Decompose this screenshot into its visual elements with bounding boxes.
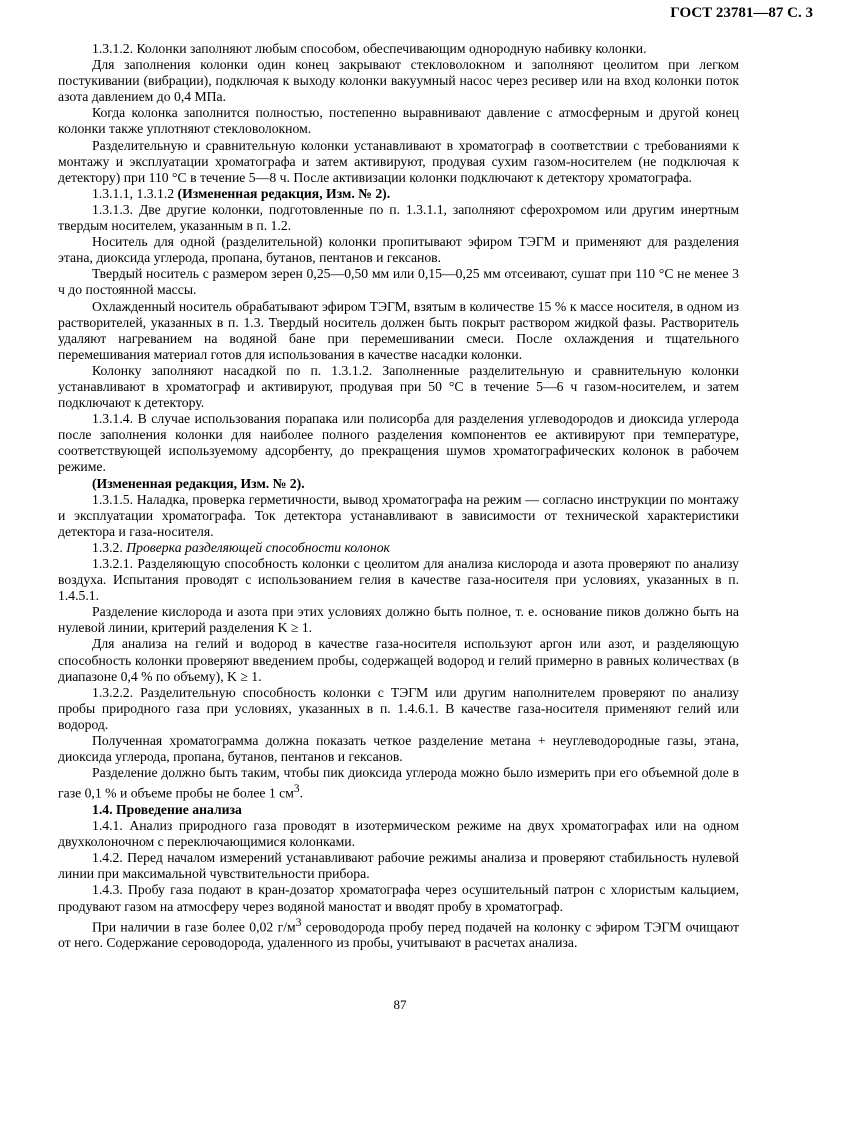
- paragraph: Когда колонка заполнится полностью, постепенно выравнивают давление с атмосферным и другой конец колонки также уплотняют стекловолокном.: [58, 105, 739, 137]
- paragraph: Разделение кислорода и азота при этих условиях должно быть полное, т. е. основание пиков должно быть на нулевой линии, критерий разделения K ≥ 1.: [58, 604, 739, 636]
- paragraph: Для заполнения колонки один конец закрывают стекловолокном и заполняют цеолитом при легком постукивании (вибрации), подключая к выходу колонки вакуумный насос через ресивер или на вход колонки поток азота давлением до 0,4 МПа.: [58, 57, 739, 105]
- paragraph: Колонку заполняют насадкой по п. 1.3.1.2. Заполненные разделительную и сравнительную колонки устанавливают в хроматограф и активируют, продувая при 50 °С в течение 5—6 ч газом-носителем, и затем подключают к детектору.: [58, 362, 739, 411]
- paragraph: Носитель для одной (разделительной) колонки пропитывают эфиром ТЭГМ и применяют для разделения этана, диоксида углерода, пропана, бутанов, пентанов и гексанов.: [58, 234, 739, 266]
- paragraph: 1.3.2.1. Разделяющую способность колонки с цеолитом для анализа кислорода и азота проверяют по анализу воздуха. Испытания проводят с использованием гелия в качестве газа-носителя при условиях, указанных в п. 1.4.5.1.: [58, 556, 739, 604]
- paragraph: Разделение должно быть таким, чтобы пик диоксида углерода можно было измерить при его объемной доле в газе 0,1 % и объеме пробы не более 1 $см^3$.: [58, 765, 739, 801]
- paragraph: Разделительную и сравнительную колонки устанавливают в хроматограф в соответствии с требованиями к монтажу и эксплуатации хроматографа и затем активируют, продувая сухим газом-носителем (не подключая к детектору) при 110 °С в течение 5—8 ч. После активизации колонки подключают к детектору хроматографа.: [58, 137, 739, 185]
- paragraph: 1.4.1. Анализ природного газа проводят в изотермическом режиме на двух хроматографах или на одном двухколоночном с переключающимися колонками.: [58, 818, 739, 850]
- page-number: 87: [393, 997, 407, 1012]
- paragraph: Твердый носитель с размером зерен 0,25—0,50 мм или 0,15—0,25 мм отсеивают, сушат при 110 °С не менее 3 ч до постоянной массы.: [58, 266, 739, 298]
- paragraph: 1.3.1.2. Колонки заполняют любым способом, обеспечивающим однородную набивку колонки.: [92, 41, 647, 56]
- paragraph: Для анализа на гелий и водород в качестве газа-носителя используют аргон или азот, и разделяющую способность колонки проверяют введением пробы, содержащей водород и гелий примерно в равных количествах (в диапазоне 0,4 % по объему), K ≥ 1.: [58, 636, 739, 684]
- paragraph: 1.3.1.3. Две другие колонки, подготовленные по п. 1.3.1.1, заполняют сферохромом или другим инертным твердым носителем, указанным в п. 1.2.: [58, 201, 739, 234]
- paragraph: Полученная хроматограмма должна показать четкое разделение метана + неуглеводородные газы, этана, диоксида углерода, пропана, бутанов, пентанов и гексанов.: [58, 733, 739, 765]
- paragraph: 1.4.2. Перед началом измерений устанавливают рабочие режимы анализа и проверяют стабильность нулевой линии при максимальной чувствительности прибора.: [58, 850, 739, 882]
- amendment-note: 1.3.1.1, 1.3.1.2 (Измененная редакция, Изм. № 2).: [92, 185, 391, 201]
- paragraph: 1.3.1.4. В случае использования порапака или полисорба для разделения углеводородов и диоксида углерода после заполнения колонки для наиболее полного разделения компонентов ее активируют при температуре, соответствующей используемому адсорбенту, до прекращения шумов хроматографических колонок в рабочем режиме.: [58, 411, 739, 475]
- amendment-note: (Измененная редакция, Изм. № 2).: [92, 475, 305, 491]
- subsection-heading: 1.3.2. Проверка разделяющей способности колонок: [92, 539, 390, 555]
- paragraph: 1.4.3. Пробу газа подают в кран-дозатор хроматографа через осушительный патрон с хлористым кальцием, продувают газом на атмосферу через водяной маностат и вводят пробу в хроматограф.: [58, 882, 739, 914]
- section-heading: 1.4. Проведение анализа: [92, 801, 242, 817]
- paragraph: 1.3.1.5. Наладка, проверка герметичности, вывод хроматографа на режим — согласно инструкции по монтажу и эксплуатации хроматографа. Ток детектора устанавливают в зависимости от технической характеристики детектора и газа-носителя.: [58, 491, 739, 539]
- paragraph: Охлажденный носитель обрабатывают эфиром ТЭГМ, взятым в количестве 15 % к массе носителя, в одном из растворителей, указанных в п. 1.3. Твердый носитель должен быть покрыт раствором жидкой фазы. Растворитель удаляют нагреванием на водяной бане при перемешивании смеси. После охлаждения и тщательного перемешивания материал готов для использования в качестве насадки колонки.: [58, 298, 739, 362]
- document-header: ГОСТ 23781—87 С. 3: [670, 5, 813, 21]
- paragraph: 1.3.2.2. Разделительную способность колонки с ТЭГМ или другим наполнителем проверяют по анализу пробы природного газа при условиях, указанных в п. 1.4.6.1. В качестве газа-носителя применяют гелий или водород.: [58, 684, 739, 732]
- paragraph: При наличии в газе более 0,02 $г/м^3$ сероводорода пробу перед подачей на колонку с эфиром ТЭГМ очищают от него. Содержание сероводорода, удаленного из пробы, учитывают в расчетах анализа.: [58, 916, 739, 951]
- document-body: [58, 41, 739, 951]
